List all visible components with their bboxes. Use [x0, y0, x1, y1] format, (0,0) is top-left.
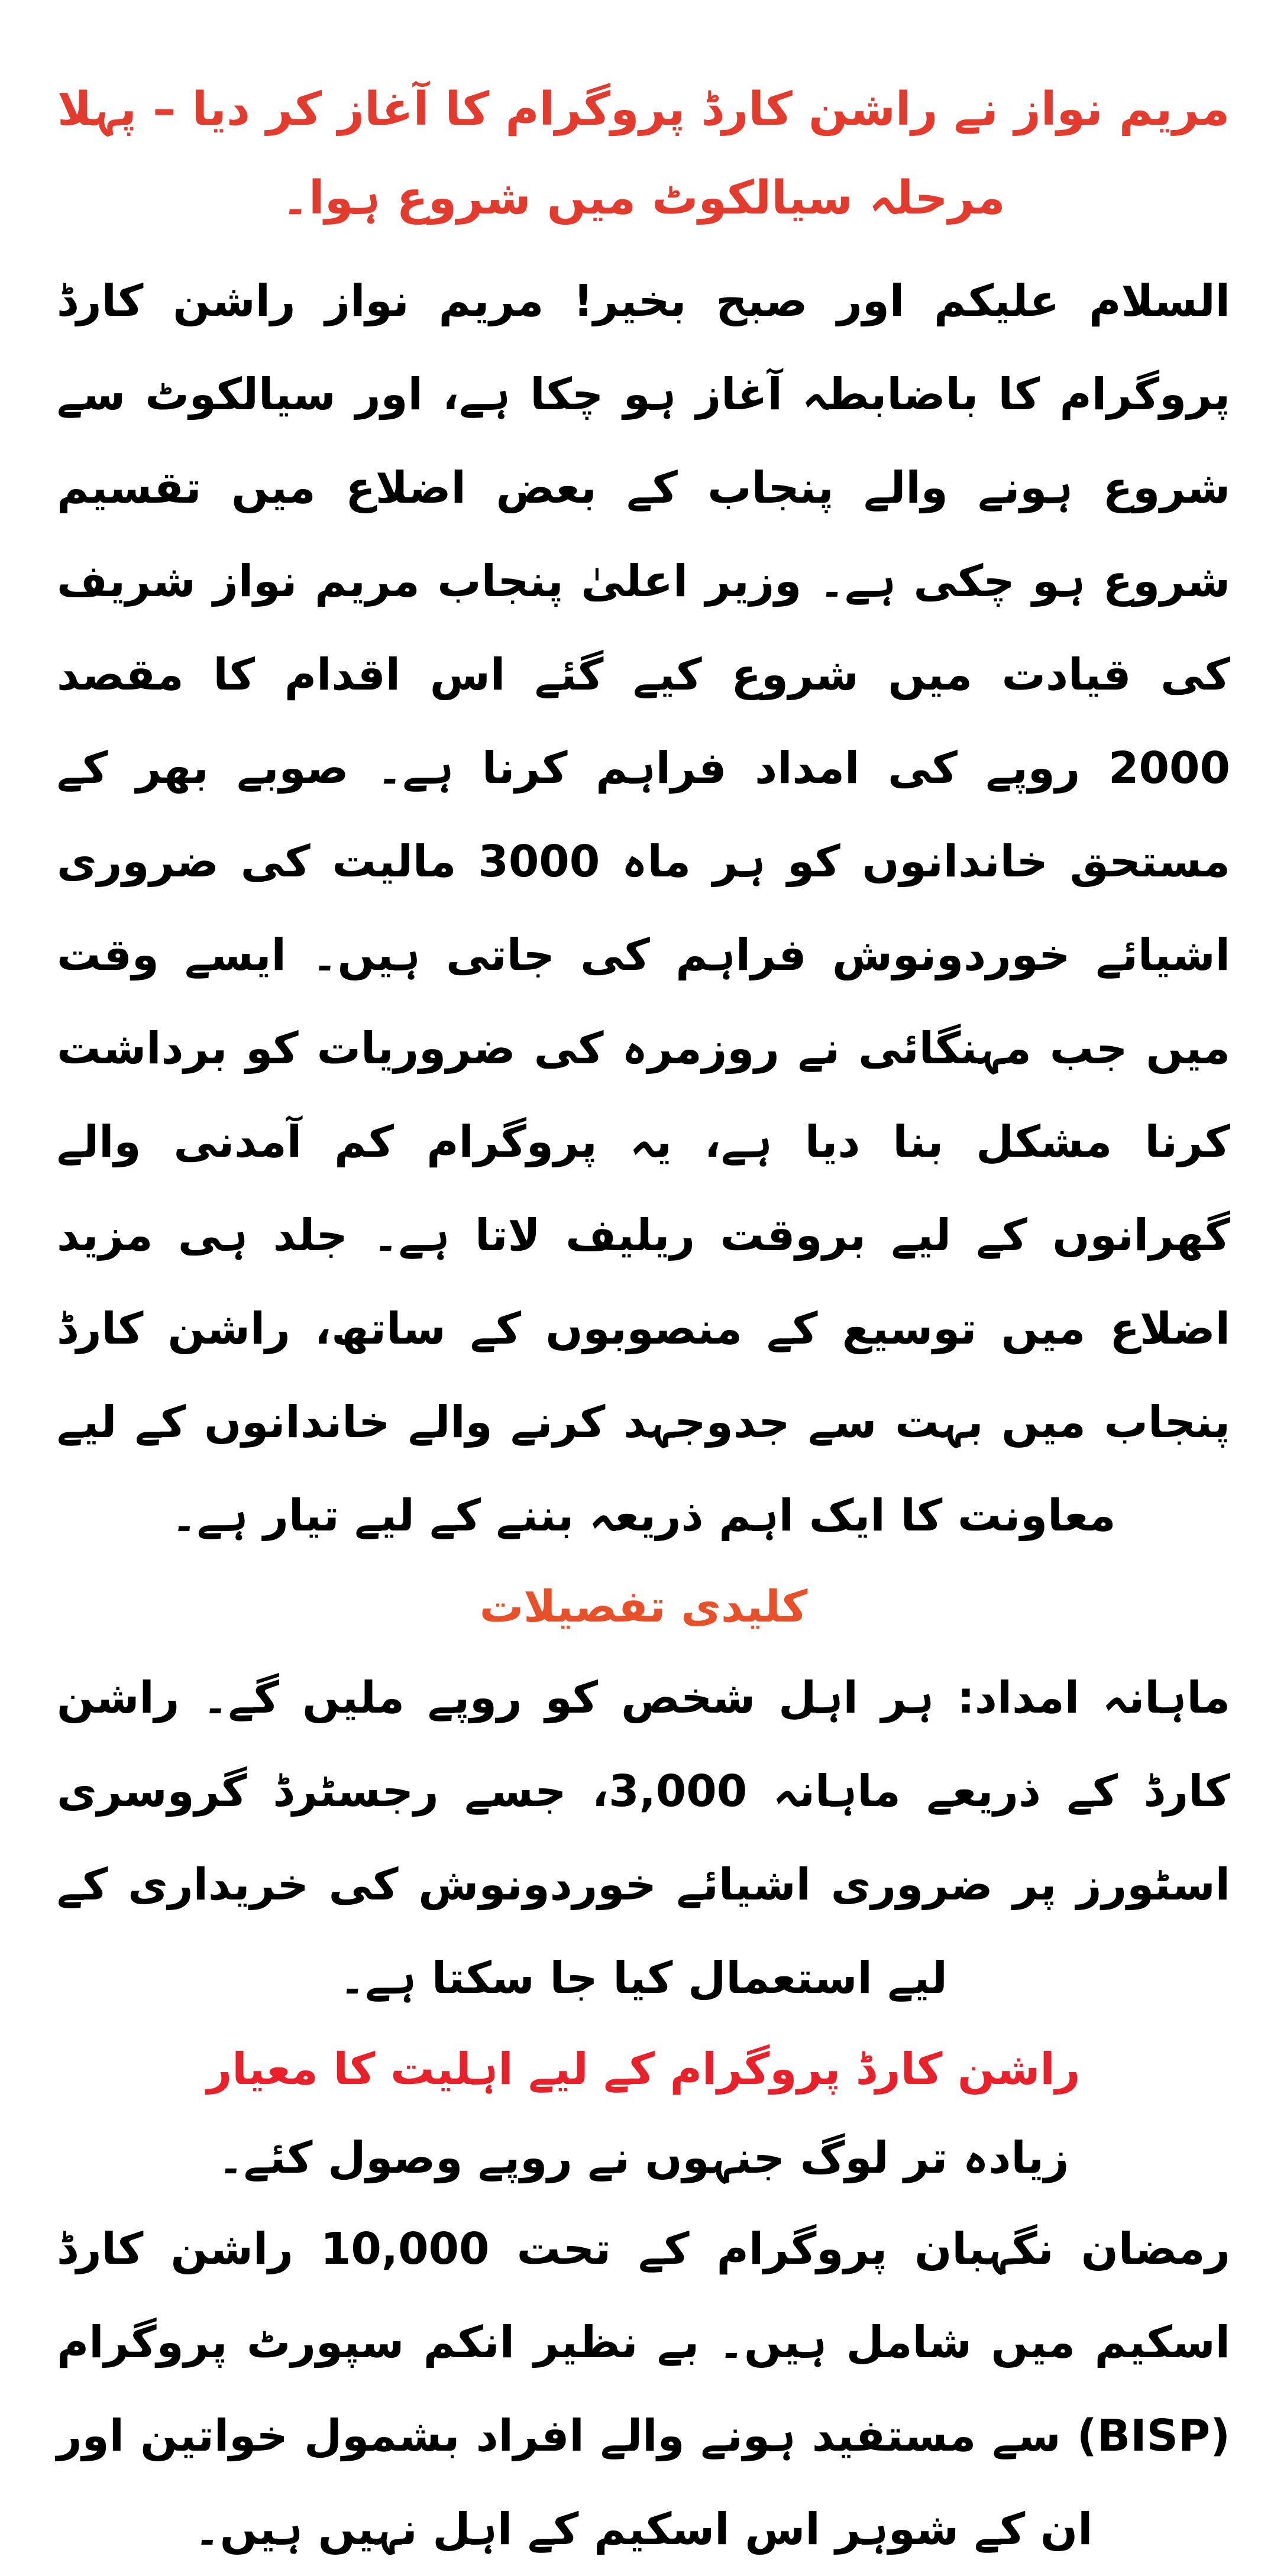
article-title: مریم نواز نے راشن کارڈ پروگرام کا آغاز کر دیا – پہلا مرحلہ سیالکوٹ میں شروع ہوا۔	[57, 83, 1230, 225]
key-details-paragraph: ماہانہ امداد: ہر اہل شخص کو روپے ملیں گے۔ راشن کارڈ کے ذریعے ماہانہ 3,000، جسے رجسٹرڈ گروسری اسٹورز پر ضروری اشیائے خوردونوش کی خریداری کے لیے استعمال کیا جا سکتا ہے۔	[57, 1672, 1230, 2004]
intro-paragraph: السلام علیکم اور صبح بخیر! مریم نواز راشن کارڈ پروگرام کا باضابطہ آغاز ہو چکا ہے، اور سیالکوٹ سے شروع ہونے والے پنجاب کے بعض اضلاع میں تقسیم شروع ہو چکی ہے۔ وزیر اعلیٰ پنجاب مریم نواز شریف کی قیادت میں شروع کیے گئے اس اقدام کا مقصد 2000 روپے کی امداد فراہم کرنا ہے۔ صوبے بھر کے مستحق خاندانوں کو ہر ماہ 3000 مالیت کی ضروری اشیائے خوردونوش فراہم کی جاتی ہیں۔ ایسے وقت میں جب مہنگائی نے روزمرہ کی ضروریات کو برداشت کرنا مشکل بنا دیا ہے، یہ پروگرام کم آمدنی والے گھرانوں کے لیے بروقت ریلیف لاتا ہے۔ جلد ہی مزید اضلاع میں توسیع کے منصوبوں کے ساتھ، راشن کارڈ پنجاب میں بہت سے جدوجہد کرنے والے خاندانوں کے لیے معاونت کا ایک اہم ذریعہ بننے کے لیے تیار ہے۔	[57, 276, 1230, 1541]
eligibility-first-line: زیادہ تر لوگ جنہوں نے روپے وصول کئے۔	[218, 2132, 1069, 2183]
eligibility-paragraph: رمضان نگہبان پروگرام کے تحت 10,000 راشن کارڈ اسکیم میں شامل ہیں۔ بے نظیر انکم سپورٹ پروگرام (BISP) سے مستفید ہونے والے افراد بشمول خواتین اور ان کے شوہر اس اسکیم کے اہل نہیں ہیں۔	[57, 2224, 1230, 2555]
eligibility-heading: راشن کارڈ پروگرام کے لیے اہلیت کا معیار	[206, 2044, 1081, 2095]
key-details-heading: کلیدی تفصیلات	[479, 1581, 808, 1632]
